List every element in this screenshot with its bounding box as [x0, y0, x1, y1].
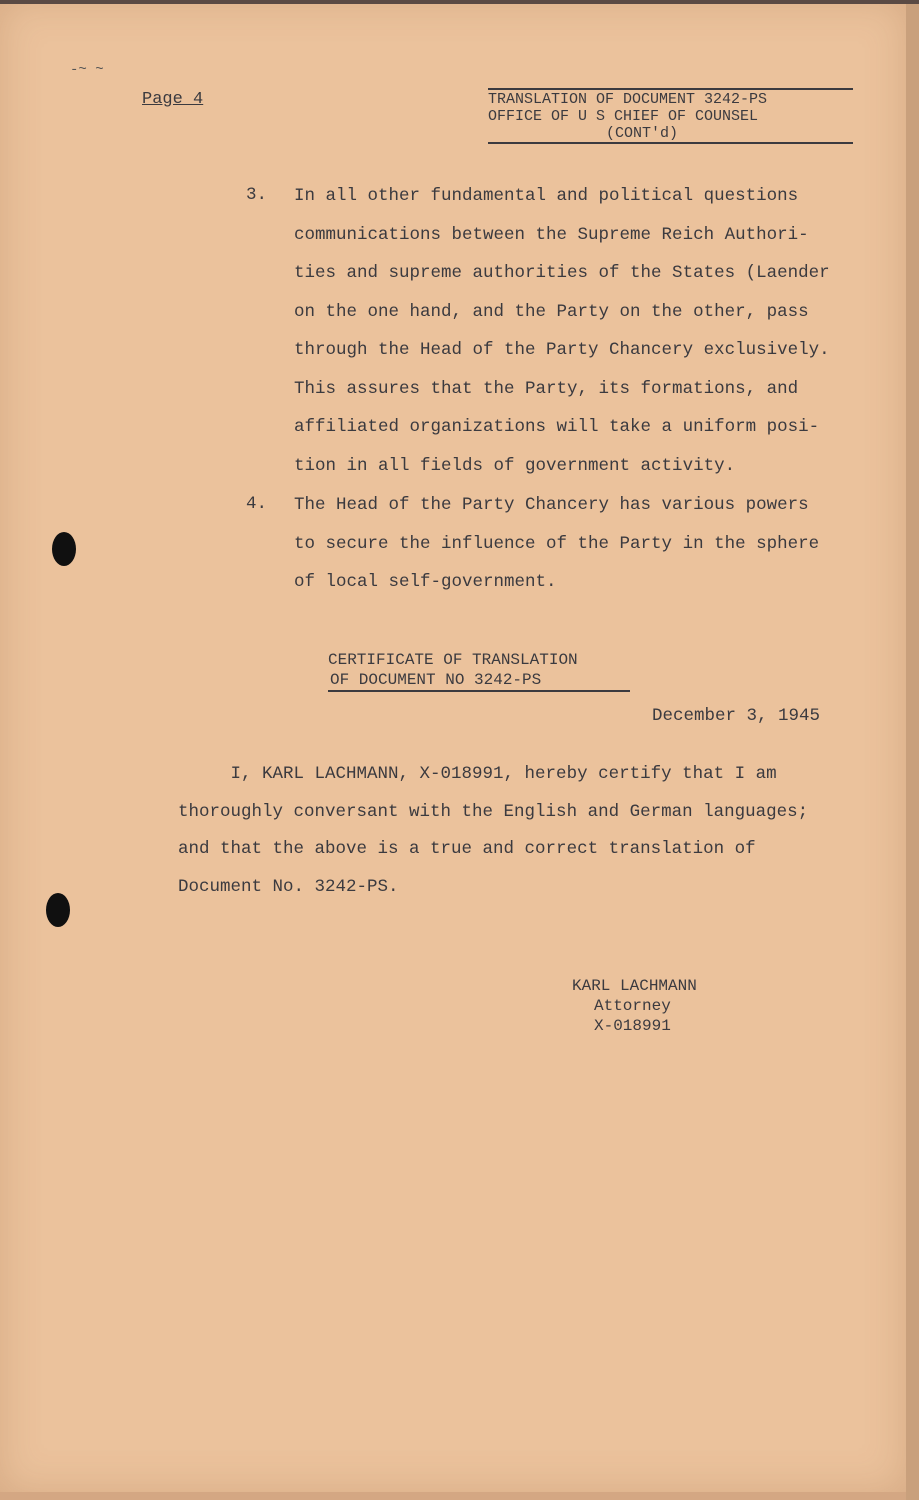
signature-title: Attorney [594, 997, 671, 1015]
item-3-line: through the Head of the Party Chancery exclusively. [294, 340, 830, 360]
certificate-date: December 3, 1945 [652, 706, 821, 726]
signature-id: X-018991 [594, 1017, 671, 1035]
punch-hole-bottom [46, 893, 70, 927]
item-number-3: 3. [246, 185, 268, 205]
item-3-line: affiliated organizations will take a uniform posi- [294, 417, 820, 437]
certificate-line: and that the above is a true and correct translation of [178, 839, 756, 859]
item-4-line: The Head of the Party Chancery has various powers [294, 495, 809, 515]
certificate-title-line-2: OF DOCUMENT NO 3242-PS [328, 670, 630, 692]
paper-edge [906, 0, 919, 1500]
header-line-1: TRANSLATION OF DOCUMENT 3242-PS [488, 88, 853, 108]
item-3-line: This assures that the Party, its formations, and [294, 378, 799, 399]
certificate-title [328, 650, 630, 692]
stray-mark: -~ ~ [70, 62, 104, 78]
item-3-line: ties and supreme authorities of the States (Laender [294, 263, 830, 283]
item-number-4: 4. [246, 494, 268, 514]
signature-block [572, 976, 697, 1036]
item-4-line: of local self-government. [294, 572, 557, 592]
page-label: Page 4 [142, 90, 204, 109]
certificate-body [178, 756, 808, 906]
certificate-line: I, KARL LACHMANN, X-018991, hereby certify that I am [178, 764, 777, 784]
header-line-2: OFFICE OF U S CHIEF OF COUNSEL [488, 108, 759, 125]
item-3-line: tion in all fields of government activity. [294, 455, 736, 476]
punch-hole-top [52, 532, 76, 566]
signature-name: KARL LACHMANN [572, 977, 697, 995]
item-3-text [294, 177, 830, 485]
item-3-line: In all other fundamental and political questions [294, 186, 799, 206]
certificate-line: Document No. 3242-PS. [178, 876, 399, 897]
item-3-line: communications between the Supreme Reich Authori- [294, 224, 809, 245]
item-4-line: to secure the influence of the Party in the sphere [294, 533, 820, 554]
top-edge [0, 0, 919, 4]
item-4-text [294, 486, 819, 602]
item-3-line: on the one hand, and the Party on the other, pass [294, 301, 809, 322]
certificate-line: thoroughly conversant with the English and German languages; [178, 801, 809, 822]
document-header [488, 88, 853, 144]
certificate-title-line-1: CERTIFICATE OF TRANSLATION [328, 651, 578, 669]
header-line-3: (CONT'd) [488, 125, 853, 144]
